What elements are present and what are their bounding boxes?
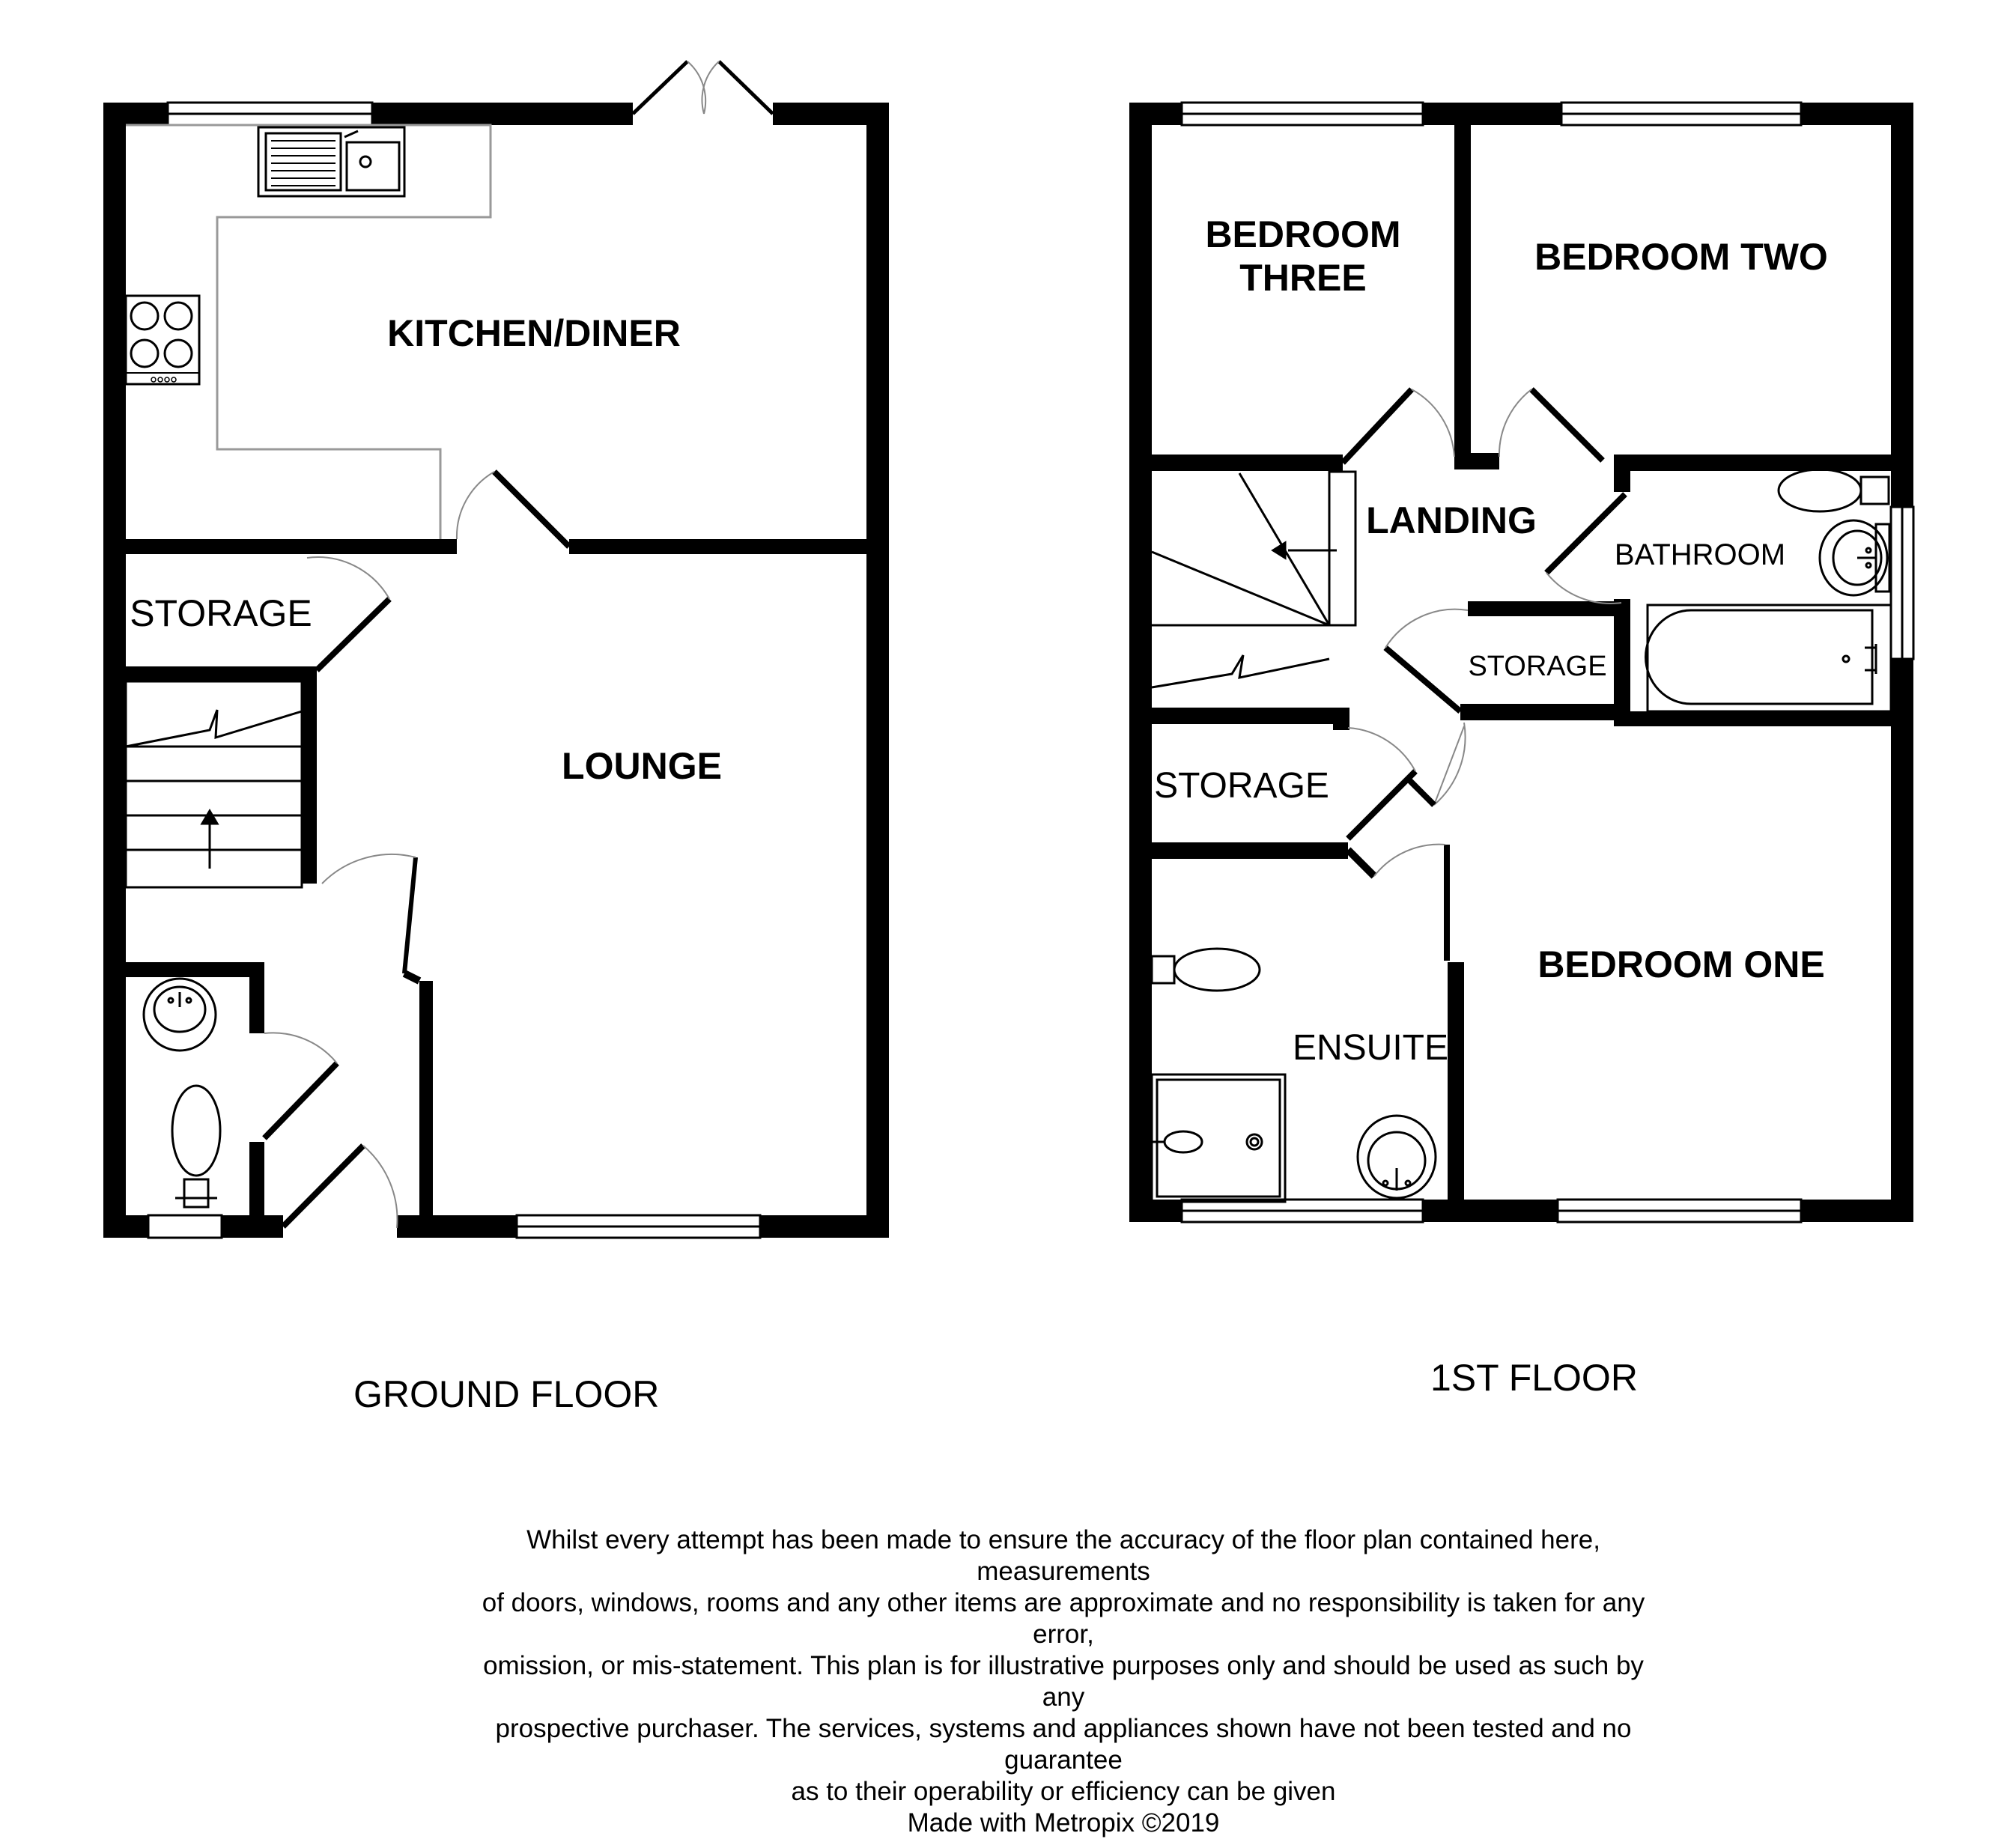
room-label-ensuite: ENSUITE [1292,1028,1449,1068]
disclaimer-line: of doors, windows, rooms and any other items are approximate and no responsibility is taken for any error, [482,1588,1645,1649]
room-label-bedroom-two: BEDROOM TWO [1534,236,1828,278]
french-doors [633,61,773,114]
disclaimer-line: prospective purchaser. The services, systems and appliances shown have not been tested and no guarantee [495,1714,1632,1775]
first-floor-staircase [1152,472,1355,687]
disclaimer-line: omission, or mis-statement. This plan is for illustrative purposes only and should be used as such by any [483,1651,1644,1712]
lounge-door [322,854,419,981]
room-label-storage-landing: STORAGE [1468,651,1607,682]
ground-floor-title: GROUND FLOOR [353,1373,660,1415]
ensuite-toilet-icon [1152,949,1260,991]
room-label-storage-ground: STORAGE [130,592,312,634]
bathroom-basin-icon [1820,520,1889,595]
ground-staircase [126,681,302,887]
front-door [283,1146,397,1228]
room-label-bathroom: BATHROOM [1614,538,1786,571]
disclaimer-line: as to their operability or efficiency can be given [791,1777,1336,1806]
room-label-lounge: LOUNGE [562,745,722,787]
ensuite-basin-icon [1358,1116,1436,1198]
disclaimer-credit: Made with Metropix ©2019 [907,1808,1220,1838]
ground-window-top [168,103,372,125]
disclaimer-line: Whilst every attempt has been made to ensure the accuracy of the floor plan contained here, measurements [526,1525,1600,1586]
wc-basin-icon [144,979,216,1051]
storage-door-ground [307,557,389,670]
room-label-bedroom-three-line1: BEDROOM [1205,213,1401,255]
bath-tub-icon [1646,605,1891,711]
first-floor-title: 1ST FLOOR [1430,1357,1638,1399]
room-label-landing: LANDING [1366,499,1537,541]
room-label-storage-left: STORAGE [1154,766,1329,806]
disclaimer [464,1525,1663,1839]
wc-door [264,1033,337,1138]
ground-window-bottom [517,1215,760,1238]
ground-floor-plan [103,61,889,1238]
kitchen-hob-icon [126,296,199,384]
kitchen-door [457,472,569,547]
room-label-kitchen-diner: KITCHEN/DINER [387,312,681,354]
bathroom-toilet-icon [1779,469,1889,511]
first-floor-plan [1129,103,1913,1222]
kitchen-sink-icon [258,127,404,196]
room-label-bedroom-three-line2: THREE [1239,257,1367,299]
room-label-bedroom-one: BEDROOM ONE [1537,943,1825,985]
ground-internal-walls [126,539,866,1215]
ground-window-wc [148,1215,222,1238]
ensuite-shower-icon [1152,1074,1285,1202]
wc-toilet-icon [172,1086,220,1207]
